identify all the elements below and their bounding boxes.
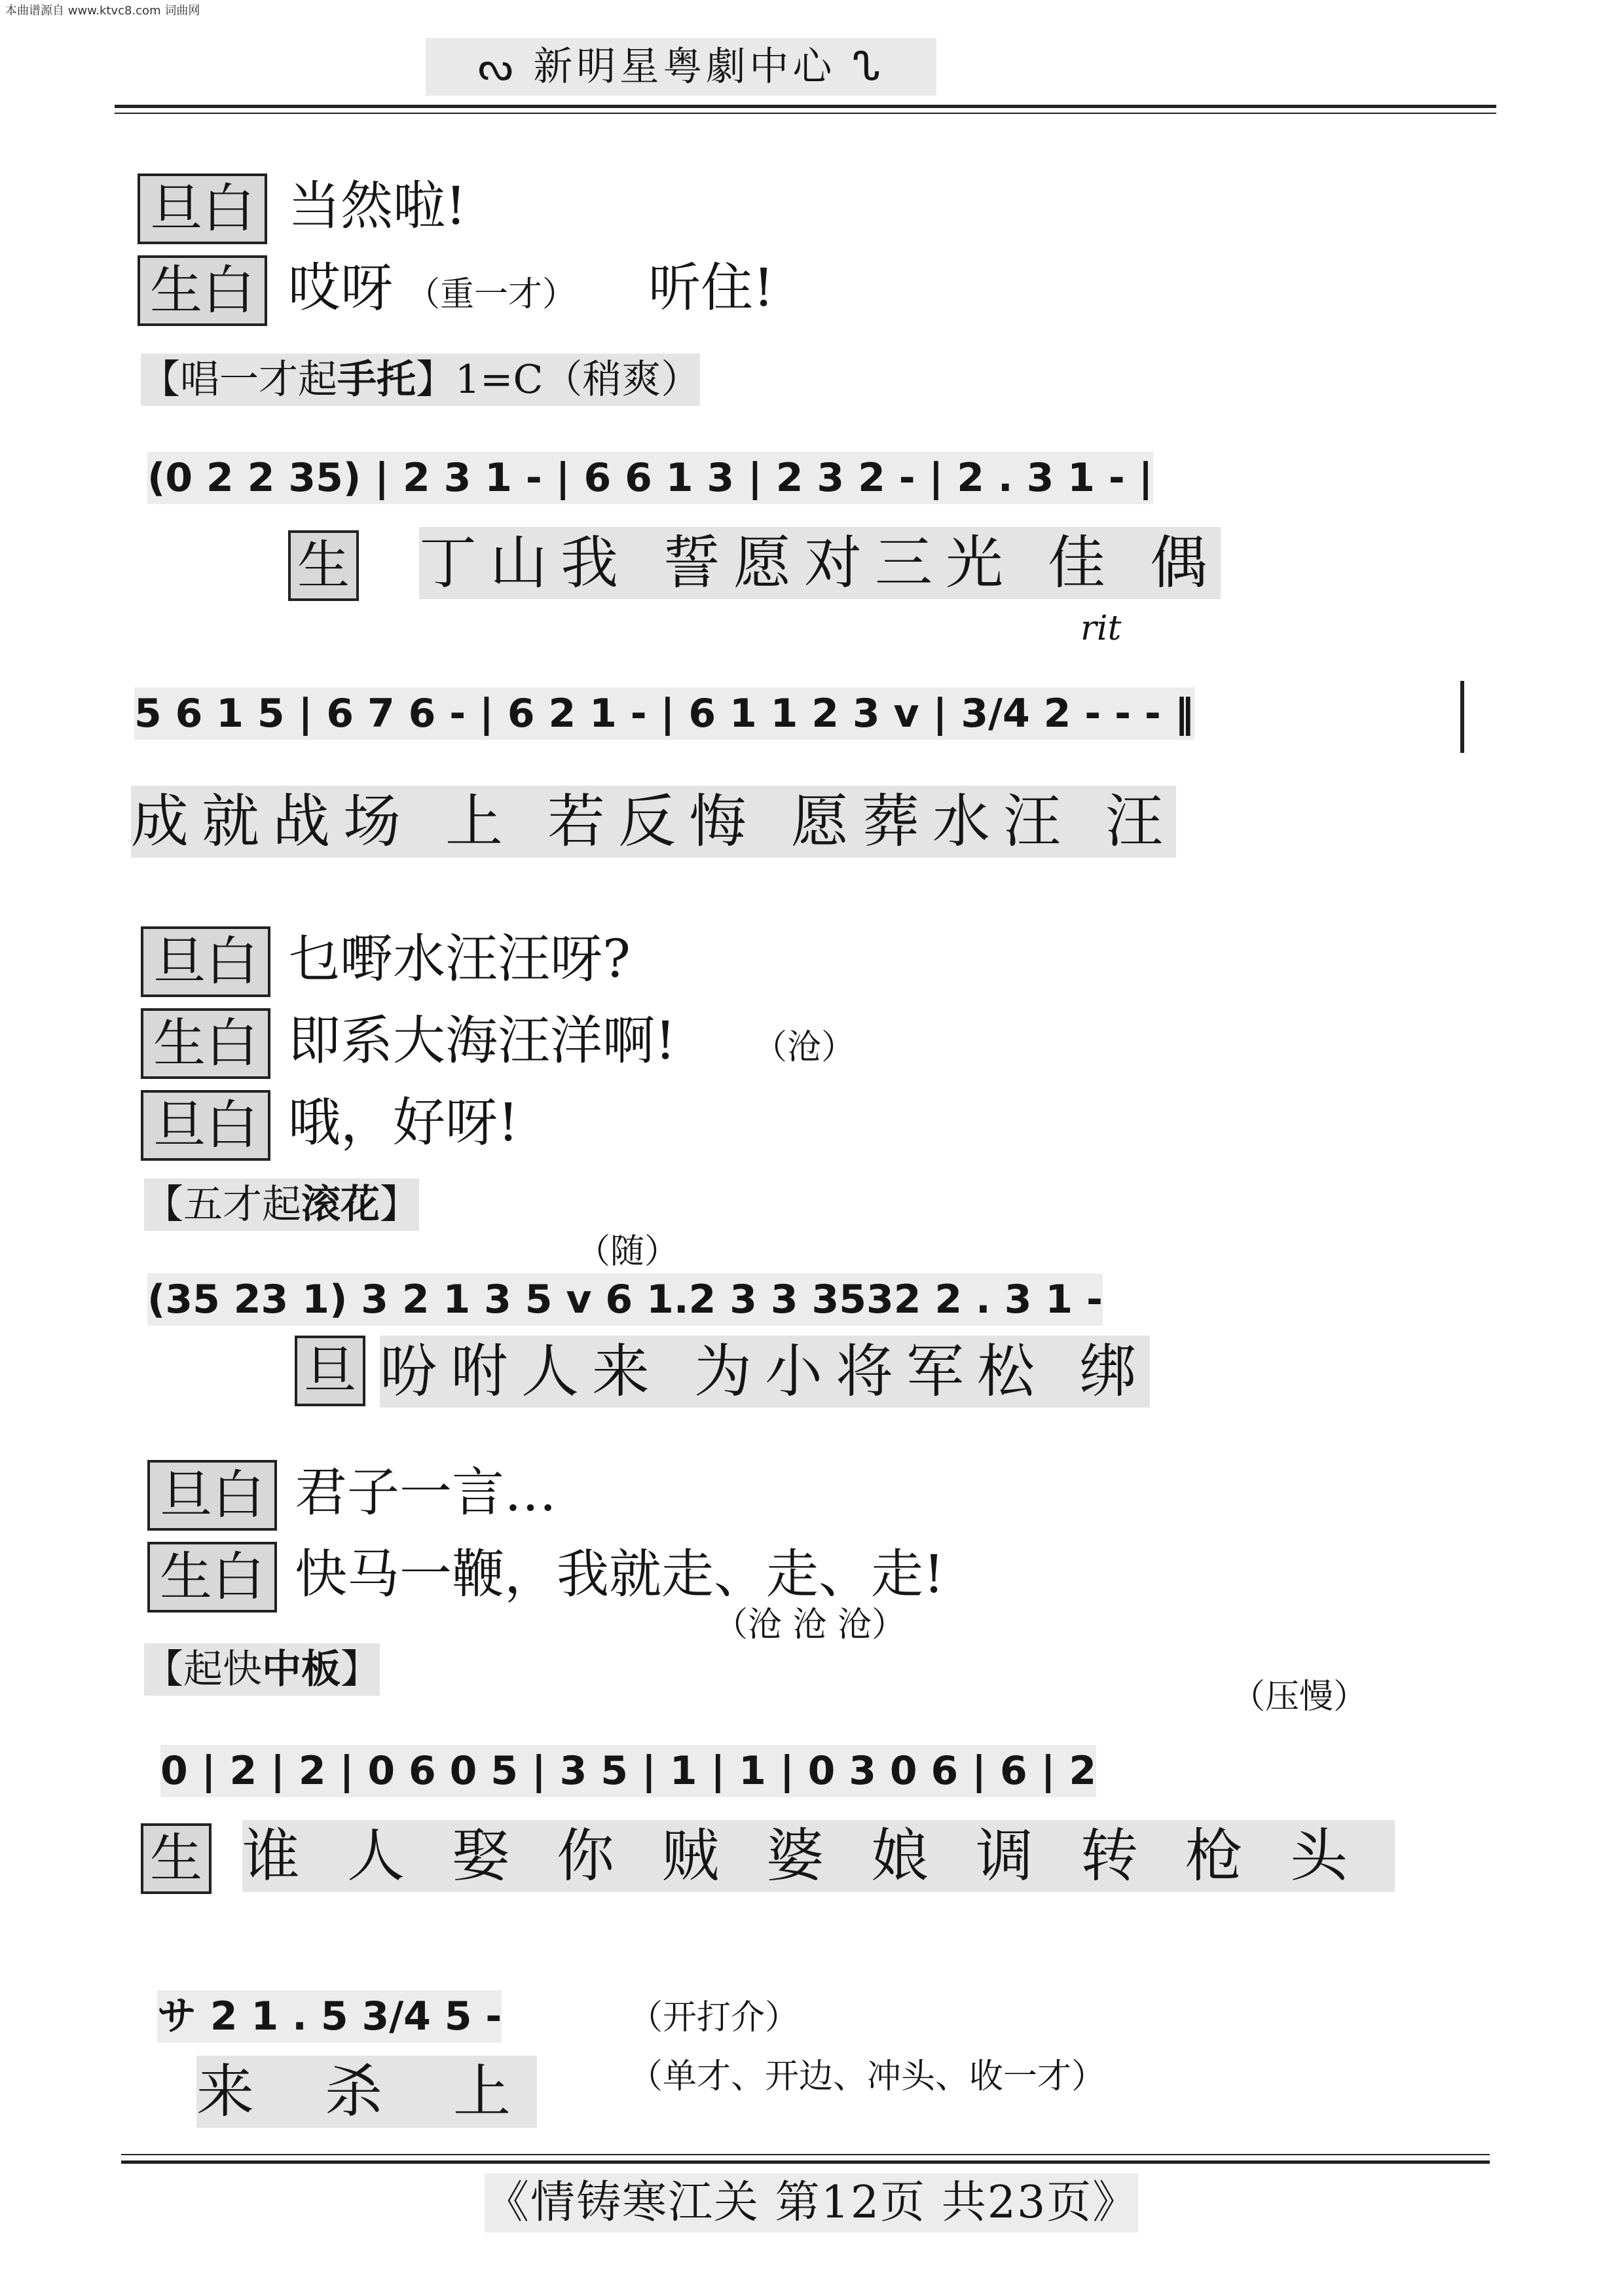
performance-note: （沧 沧 沧） <box>714 1605 906 1645</box>
lyrics-line: 来 杀 上 <box>196 2056 537 2128</box>
dialogue-line: 快马一鞭，我就走、走、走! <box>295 1544 945 1605</box>
lyric-role-label: 旦 <box>295 1336 365 1406</box>
source-note: 本曲谱源自 www.ktvc8.com 词曲网 <box>5 4 200 18</box>
notation-line: (0 2 2 35) | 2 3 1 - | 6 6 1 3 | 2 3 2 - | 2 . 3 1 - | <box>147 452 1153 504</box>
footer-rule-top <box>121 2154 1490 2155</box>
cue-pre: 【唱一才起 <box>141 357 337 403</box>
cue-line <box>144 1643 380 1696</box>
dialogue-line: 当然啦! <box>288 175 467 236</box>
notation-line: (35 23 1) 3 2 1 3 5 v 6 1.2 3 3 3532 2 . 3 1 - <box>147 1273 1103 1326</box>
cue-pre: 【五才起 <box>144 1182 301 1228</box>
cue-line <box>144 1178 419 1231</box>
tempo-marking: rit <box>1080 609 1122 648</box>
dialogue-line-cont: 听住! <box>648 257 775 318</box>
performance-note: （随） <box>576 1232 679 1271</box>
dialogue-aside: （沧） <box>753 1028 856 1067</box>
dialogue-line: 哎呀 <box>288 257 393 318</box>
role-label: 生白 <box>138 255 267 326</box>
header-rule-bottom <box>115 113 1496 114</box>
dialogue-line: 即系大海汪洋啊! <box>288 1010 676 1071</box>
role-label: 生白 <box>141 1008 270 1079</box>
cue-bold: 中板 <box>262 1647 341 1692</box>
performance-note: （开打介） <box>629 1998 800 2037</box>
role-label: 旦白 <box>147 1460 277 1531</box>
final-barline <box>1460 681 1464 753</box>
lyrics-line: 成就战场 上 若反悔 愿葬水汪 汪 <box>131 786 1176 858</box>
role-label: 生白 <box>147 1542 277 1613</box>
dialogue-line: 乜嘢水汪汪呀? <box>288 928 631 989</box>
lyrics-line: 丁山我 誓愿对三光 佳 偶 <box>419 527 1221 599</box>
performance-note: （单才、开边、冲头、收一才） <box>629 2057 1106 2096</box>
role-label: 旦白 <box>138 173 267 244</box>
cue-post: 】 <box>380 1182 419 1228</box>
lyrics-line: 吩咐人来 为小将军松 绑 <box>380 1336 1150 1408</box>
dialogue-aside: （重一才） <box>406 275 577 314</box>
cue-bold: 滚花 <box>301 1182 380 1228</box>
role-label: 旦白 <box>141 1090 270 1161</box>
cue-pre: 【起快 <box>144 1647 262 1692</box>
lyric-role-label: 生 <box>288 530 359 601</box>
notation-line: サ 2 1 . 5 3/4 5 - <box>157 1990 502 2043</box>
cue-post: 】 <box>341 1647 380 1692</box>
cue-line <box>141 354 700 406</box>
cue-post: 】1=C（稍爽） <box>416 357 701 403</box>
footer-page-info: 《情铸寒江关 第12页 共23页》 <box>485 2174 1138 2232</box>
dialogue-line: 君子一言… <box>295 1462 557 1523</box>
dialogue-line: 哦，好呀! <box>288 1092 519 1153</box>
notation-line: 5 6 1 5 | 6 7 6 - | 6 2 1 - | 6 1 1 2 3 v | 3/4 2 - - - ‖ <box>134 687 1194 740</box>
lyrics-line: 谁人娶你贼婆娘调转枪头 <box>242 1820 1395 1892</box>
footer-rule-bottom <box>121 2160 1490 2164</box>
notation-line: 0 | 2 | 2 | 0 6 0 5 | 3 5 | 1 | 1 | 0 3 0 6 | 6 | 2 <box>160 1745 1096 1797</box>
performance-note: （压慢） <box>1231 1677 1368 1717</box>
page-header-title: ᔓ 新明星粤劇中心 ᔐ <box>426 38 936 96</box>
role-label: 旦白 <box>141 926 270 997</box>
lyric-role-label: 生 <box>141 1823 212 1894</box>
header-rule-top <box>115 105 1496 108</box>
cue-bold: 手托 <box>337 357 416 403</box>
